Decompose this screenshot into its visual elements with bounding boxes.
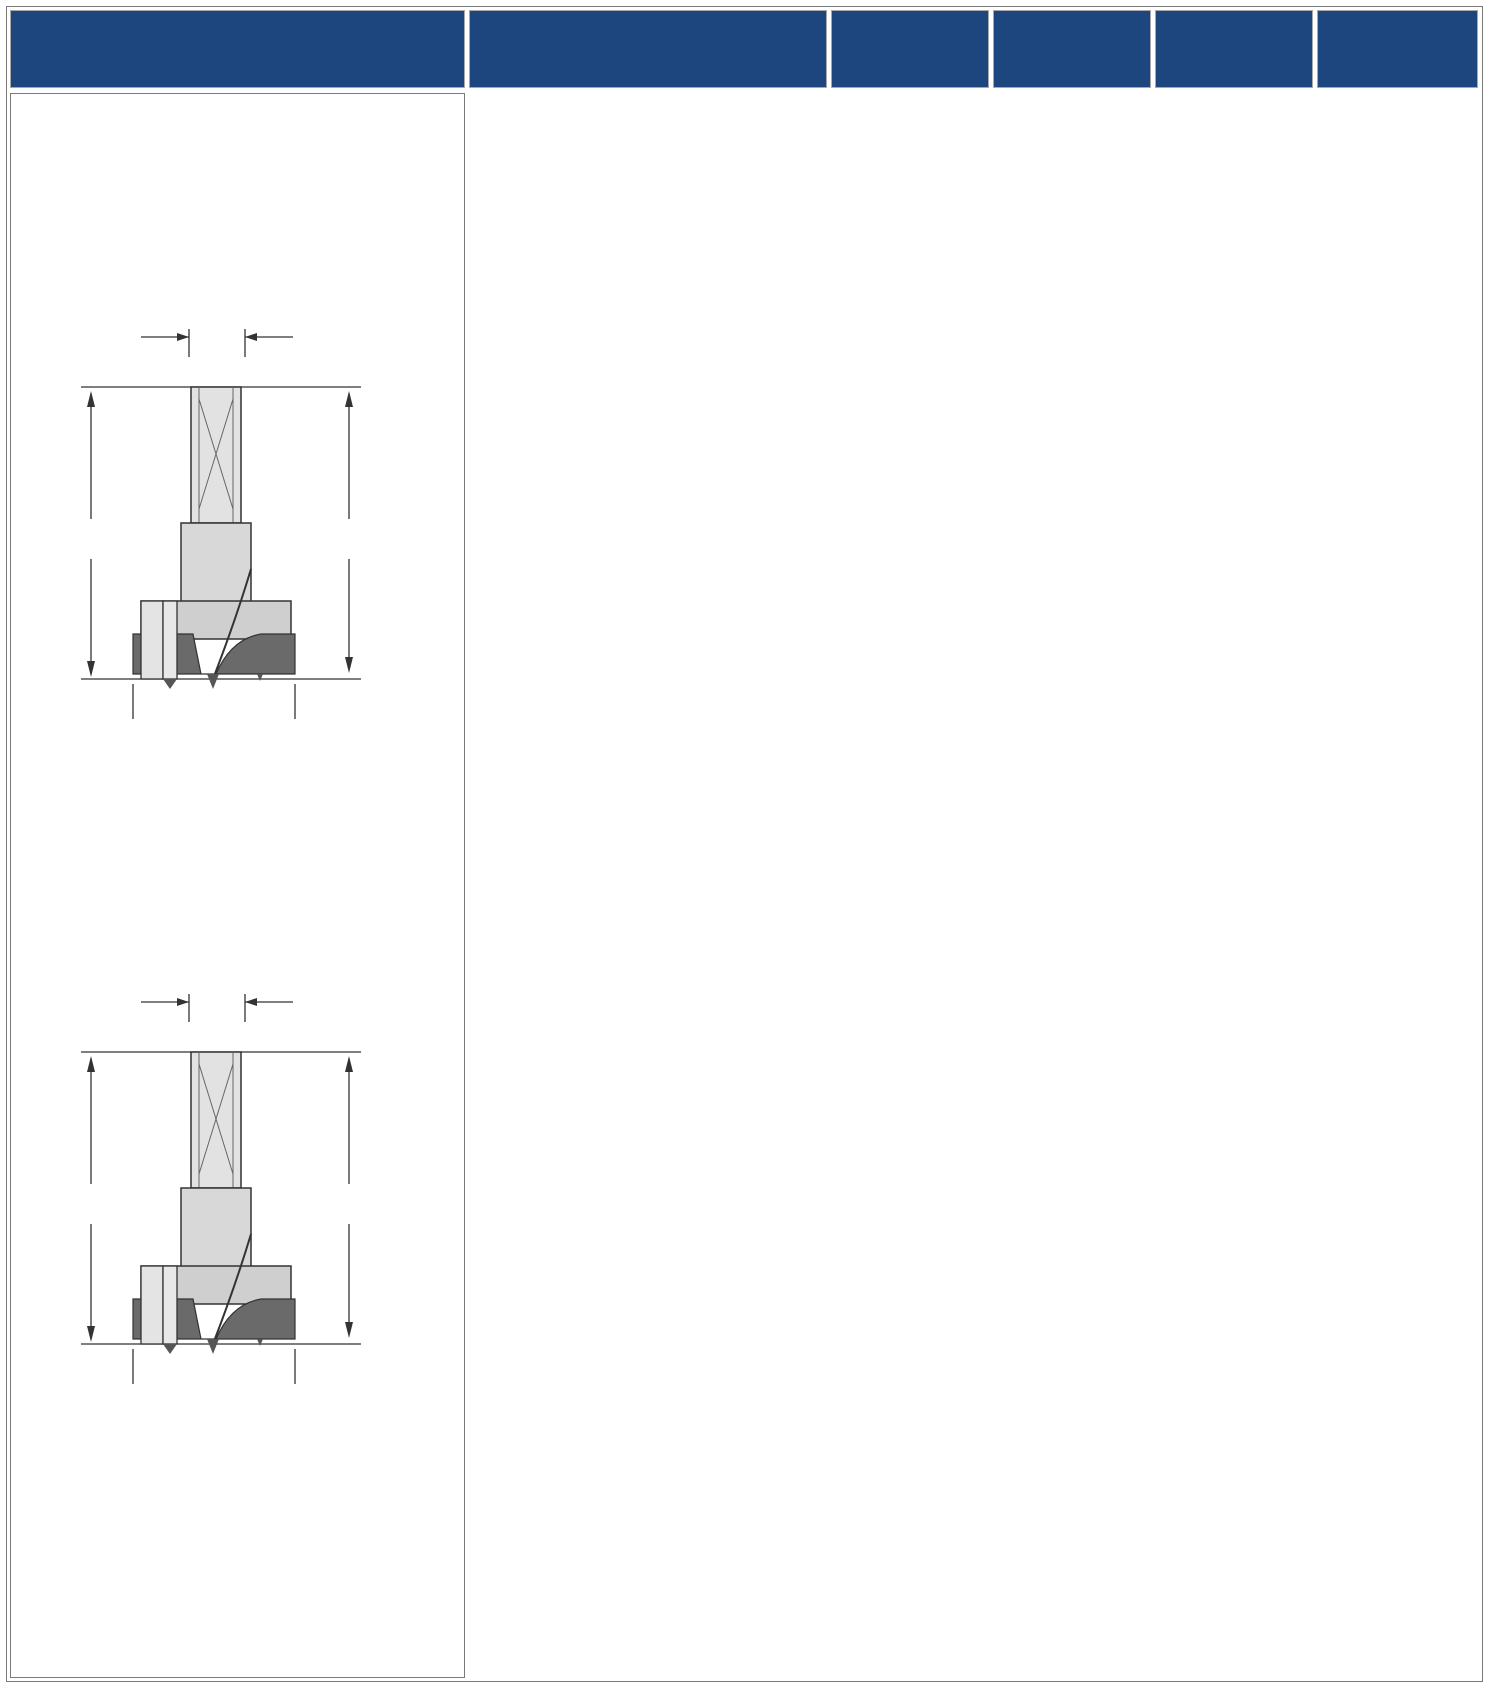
drill-bit-drawing-1	[81, 289, 381, 719]
header-article	[469, 10, 827, 88]
header-l1	[1155, 10, 1313, 88]
header-image	[10, 10, 465, 88]
header-l2	[993, 10, 1151, 88]
drill-bit-drawing-2	[81, 954, 381, 1384]
image-cell	[10, 93, 465, 1678]
header-d	[831, 10, 989, 88]
header-shank	[1317, 10, 1478, 88]
